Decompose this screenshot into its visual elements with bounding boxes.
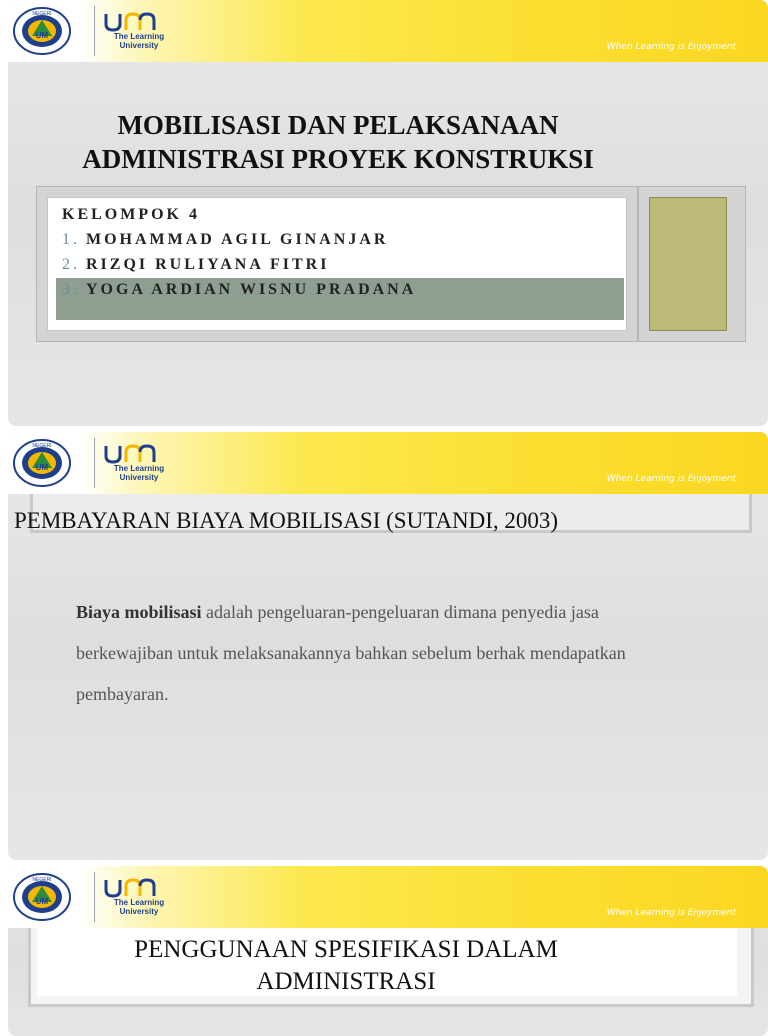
title-line-1: MOBILISASI DAN PELAKSANAAN bbox=[117, 110, 559, 140]
group-label: KELOMPOK 4 bbox=[62, 206, 200, 223]
member-number: 3. bbox=[62, 281, 80, 298]
seal-text: NEGERI bbox=[32, 877, 52, 883]
logo-line2: University bbox=[119, 41, 159, 50]
definition-term: Biaya mobilisasi bbox=[76, 602, 202, 622]
seal-letters: UM bbox=[35, 463, 49, 472]
tagline: When Learning is Enjoyment bbox=[606, 42, 736, 52]
slide-2-title: PEMBAYARAN BIAYA MOBILISASI (SUTANDI, 2003) bbox=[14, 508, 559, 533]
slide-3-title bbox=[8, 934, 684, 998]
um-logo-icon bbox=[102, 10, 166, 32]
tagline: When Learning is Enjoyment bbox=[606, 908, 736, 918]
group-box-inner bbox=[47, 197, 627, 331]
slide-2 bbox=[8, 432, 768, 860]
logo-line1: The Learning bbox=[113, 898, 165, 907]
university-seal-icon bbox=[12, 6, 72, 56]
logo-divider bbox=[94, 872, 95, 922]
slide-1 bbox=[8, 0, 768, 426]
definition-body: adalah pengeluaran-pengeluaran dimana penyedia jasa berkewajiban untuk melaksanakannya bahkan sebelum berhak mendapatkan pembayaran. bbox=[76, 602, 626, 704]
um-logo-text bbox=[104, 464, 174, 482]
side-accent-fill bbox=[649, 197, 727, 331]
seal-letters: UM bbox=[35, 31, 49, 40]
logo-line2: University bbox=[119, 907, 159, 916]
header-banner bbox=[8, 432, 768, 494]
title-line-2: ADMINISTRASI PROYEK KONSTRUKSI bbox=[82, 144, 594, 174]
university-seal-icon bbox=[12, 872, 72, 922]
member-item bbox=[62, 255, 416, 280]
slide-1-title bbox=[8, 108, 668, 176]
um-logo-text bbox=[104, 32, 174, 50]
logo-line1: The Learning bbox=[113, 32, 165, 41]
member-item bbox=[62, 230, 416, 255]
um-logo-text bbox=[104, 898, 174, 916]
group-box bbox=[36, 186, 638, 342]
title-line-1: PENGGUNAAN SPESIFIKASI DALAM bbox=[134, 936, 558, 963]
logo-line1: The Learning bbox=[113, 464, 165, 473]
member-name: MOHAMMAD AGIL GINANJAR bbox=[86, 231, 389, 248]
seal-text: NEGERI bbox=[32, 11, 52, 17]
title-line-2: ADMINISTRASI bbox=[256, 968, 436, 995]
tagline: When Learning is Enjoyment bbox=[606, 474, 736, 484]
slide-3 bbox=[8, 866, 768, 1036]
logo-divider bbox=[94, 6, 95, 56]
university-seal-icon bbox=[12, 438, 72, 488]
member-name: YOGA ARDIAN WISNU PRADANA bbox=[86, 281, 417, 298]
member-item bbox=[62, 280, 416, 305]
header-banner bbox=[8, 0, 768, 62]
side-accent-box bbox=[638, 186, 746, 342]
member-list bbox=[62, 230, 416, 305]
logo-divider bbox=[94, 438, 95, 488]
member-number: 2. bbox=[62, 256, 80, 273]
um-logo-icon bbox=[102, 442, 166, 464]
logo-line2: University bbox=[119, 473, 159, 482]
member-name: RIZQI RULIYANA FITRI bbox=[86, 256, 330, 273]
definition-paragraph bbox=[76, 592, 696, 715]
seal-letters: UM bbox=[35, 897, 49, 906]
member-number: 1. bbox=[62, 231, 80, 248]
header-banner bbox=[8, 866, 768, 928]
seal-text: NEGERI bbox=[32, 443, 52, 449]
um-logo-icon bbox=[102, 876, 166, 898]
